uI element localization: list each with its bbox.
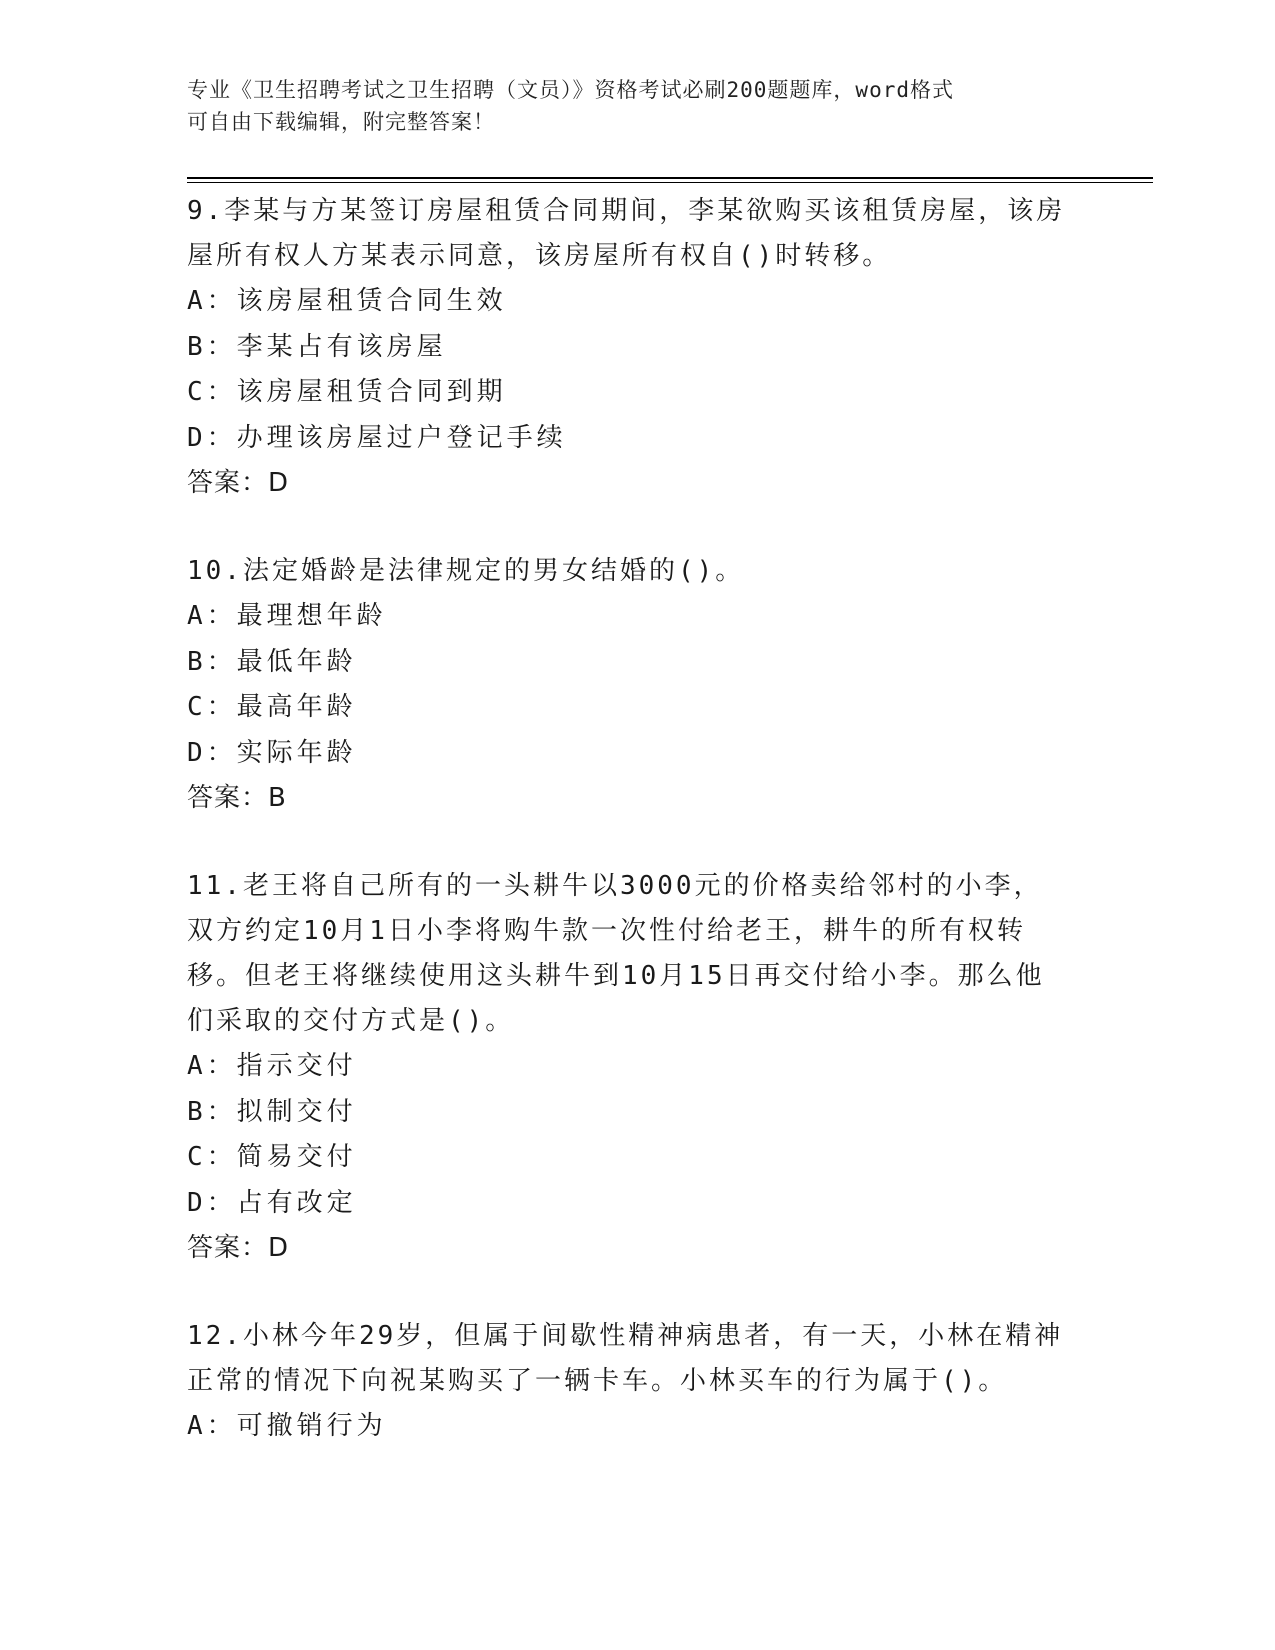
option-b: B：李某占有该房屋 <box>187 331 447 362</box>
option-a: A：最理想年龄 <box>187 601 387 631</box>
option-a: A：该房屋租赁合同生效 <box>187 286 507 316</box>
header-line-2: 可自由下载编辑，附完整答案！ <box>187 110 495 134</box>
answer-line: 答案：B <box>187 783 287 813</box>
question-stem: 12.小林今年29岁，但属于间歇性精神病患者，有一天，小林在精神正常的情况下向祝某购买了一辆卡车。小林买车的行为属于()。 <box>187 1321 1064 1396</box>
option-c: C：该房屋租赁合同到期 <box>187 377 507 407</box>
question-9 <box>187 189 1067 506</box>
question-stem: 10.法定婚龄是法律规定的男女结婚的()。 <box>187 556 745 586</box>
option-b: B：最低年龄 <box>187 646 357 677</box>
question-12 <box>187 1314 1067 1450</box>
option-c: C：简易交付 <box>187 1142 357 1172</box>
question-stem: 11.老王将自己所有的一头耕牛以3000元的价格卖给邻村的小李，双方约定10月1日小李将购牛款一次性付给老王，耕牛的所有权转移。但老王将继续使用这头耕牛到10月15日再交付给小李。那么他们采取的交付方式是()。 <box>187 871 1045 1036</box>
header-divider-thick <box>187 177 1153 179</box>
header-divider-thin <box>187 182 1153 183</box>
question-10 <box>187 549 1067 821</box>
option-d: D：实际年龄 <box>187 737 357 768</box>
option-a: A：可撤销行为 <box>187 1411 387 1441</box>
question-list <box>187 189 1067 1493</box>
option-d: D：办理该房屋过户登记手续 <box>187 422 567 453</box>
question-stem: 9.李某与方某签订房屋租赁合同期间，李某欲购买该租赁房屋，该房屋所有权人方某表示同意，该房屋所有权自()时转移。 <box>187 196 1066 271</box>
document-header <box>187 74 1067 138</box>
header-line-1: 专业《卫生招聘考试之卫生招聘（文员）》资格考试必刷200题题库，word格式 <box>187 78 954 102</box>
question-11 <box>187 864 1067 1271</box>
answer-line: 答案：D <box>187 468 290 498</box>
option-b: B：拟制交付 <box>187 1096 357 1127</box>
option-d: D：占有改定 <box>187 1187 357 1218</box>
option-a: A：指示交付 <box>187 1051 357 1081</box>
answer-line: 答案：D <box>187 1233 290 1263</box>
option-c: C：最高年龄 <box>187 692 357 722</box>
